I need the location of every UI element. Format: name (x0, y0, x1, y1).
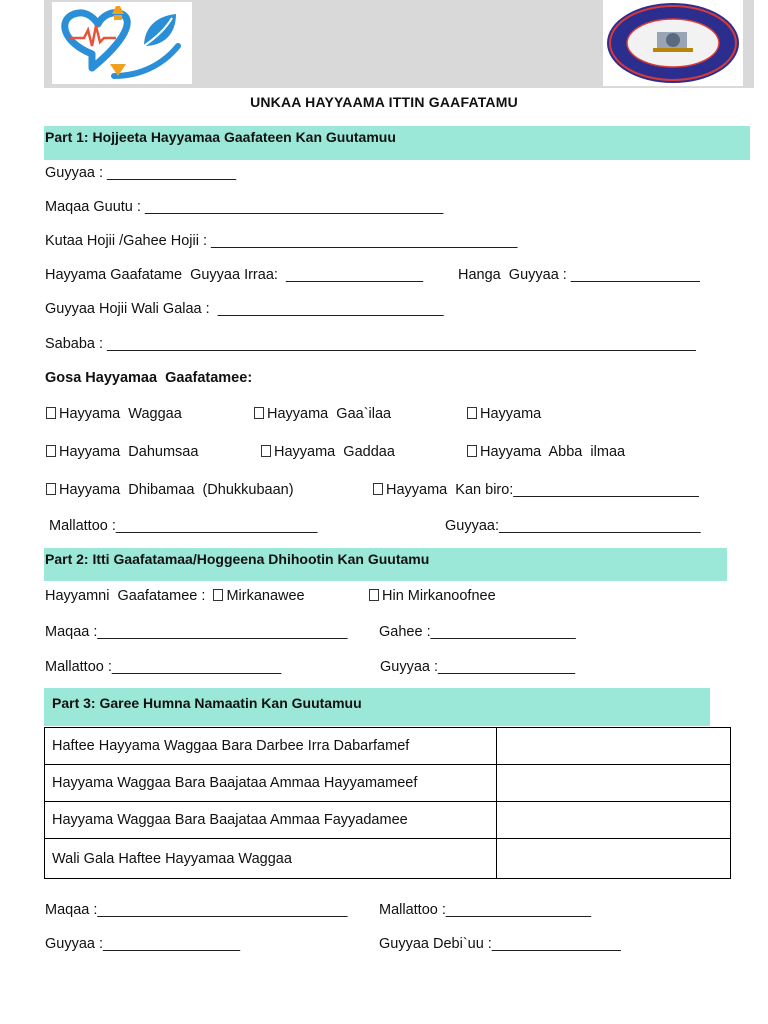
part3-heading: Part 3: Garee Humna Namaatin Kan Guutamuu (52, 695, 362, 711)
part2-date-field[interactable]: Guyyaa :_________________ (380, 659, 576, 675)
part2-heading-band (44, 548, 727, 581)
checkbox-icon[interactable] (46, 445, 56, 457)
part3-name-field[interactable]: Maqaa :_______________________________ (45, 902, 348, 918)
part1-heading-band (44, 126, 750, 160)
table-row-label: Hayyama Waggaa Bara Baajataa Ammaa Fayyadamee (45, 802, 497, 839)
part3-signature-field[interactable]: Mallattoo :__________________ (379, 902, 592, 918)
checkbox-icon[interactable] (46, 407, 56, 419)
part3-heading-band (44, 688, 710, 726)
checkbox-icon[interactable] (261, 445, 271, 457)
table-row-label: Haftee Hayyama Waggaa Bara Darbee Irra Dabarfamef (45, 728, 497, 765)
leave-type-other-plain[interactable]: Hayyama (467, 405, 541, 423)
table-value-cell[interactable] (497, 765, 731, 802)
leave-type-sick[interactable]: Hayyama Dhibamaa (Dhukkubaan) (46, 481, 294, 499)
organization-seal (603, 0, 743, 86)
reason-field[interactable]: Sababa : _________________________________________________________________________ (45, 336, 696, 352)
part2-signature-field[interactable]: Mallattoo :_____________________ (45, 659, 282, 675)
part2-name-field[interactable]: Maqaa :_______________________________ (45, 624, 348, 640)
part2-role-field[interactable]: Gahee :__________________ (379, 624, 576, 640)
leave-to-field[interactable]: Hanga Guyyaa : ________________ (458, 267, 700, 283)
leave-from-field[interactable]: Hayyama Gaafatame Guyyaa Irraa: _________________ (45, 267, 424, 283)
leave-type-other[interactable]: Hayyama Kan biro:_______________________ (373, 481, 699, 499)
date-field[interactable]: Guyyaa : ________________ (45, 165, 237, 181)
full-name-field[interactable]: Maqaa Guutu : _____________________________________ (45, 199, 444, 215)
table-value-cell[interactable] (497, 839, 731, 879)
not-approved-checkbox-icon[interactable] (369, 589, 379, 601)
checkbox-icon[interactable] (467, 407, 477, 419)
table-value-cell[interactable] (497, 728, 731, 765)
leave-type-bereavement[interactable]: Hayyama Gaddaa (261, 443, 395, 461)
checkbox-icon[interactable] (467, 445, 477, 457)
leave-types-heading: Gosa Hayyamaa Gaafatamee: (45, 370, 253, 386)
checkbox-icon[interactable] (254, 407, 264, 419)
return-to-work-date-field[interactable]: Guyyaa Debi`uu :________________ (379, 936, 621, 952)
table-row-label: Wali Gala Haftee Hayyamaa Waggaa (45, 839, 497, 879)
table-row (45, 802, 731, 839)
organization-logo (52, 2, 192, 84)
department-field[interactable]: Kutaa Hojii /Gahee Hojii : ______________________________________ (45, 233, 518, 249)
leave-type-maternity[interactable]: Hayyama Dahumsaa (46, 443, 198, 461)
not-approved-option[interactable]: Hin Mirkanoofnee (369, 587, 496, 605)
part1-heading: Part 1: Hojjeeta Hayyamaa Gaafateen Kan Guutamuu (45, 129, 396, 145)
document-title: UNKAA HAYYAAMA ITTIN GAAFATAMU (250, 94, 518, 110)
approval-label: Hayyamni Gaafatamee : Mirkanawee (45, 588, 305, 604)
seal-emblem-icon (603, 0, 743, 86)
approved-checkbox-icon[interactable] (213, 589, 223, 601)
part3-date-field[interactable]: Guyyaa :_________________ (45, 936, 241, 952)
table-value-cell[interactable] (497, 802, 731, 839)
return-date-field[interactable]: Guyyaa Hojii Wali Galaa : ____________________________ (45, 301, 444, 317)
part1-sign-date-field[interactable]: Guyyaa:_________________________ (445, 518, 701, 534)
part1-signature-field[interactable]: Mallattoo :_________________________ (49, 518, 318, 534)
approved-label: Mirkanawee (226, 588, 305, 604)
leave-balance-table (44, 727, 731, 879)
checkbox-icon[interactable] (373, 483, 383, 495)
leave-type-paternity[interactable]: Hayyama Abba ilmaa (467, 443, 625, 461)
part2-heading: Part 2: Itti Gaafatamaa/Hoggeena Dhihootin Kan Guutamu (45, 551, 430, 567)
table-row (45, 765, 731, 802)
heart-leaf-logo-icon (52, 2, 192, 84)
table-row-label: Hayyama Waggaa Bara Baajataa Ammaa Hayyamameef (45, 765, 497, 802)
table-row (45, 839, 731, 879)
leave-type-annual[interactable]: Hayyama Waggaa (46, 405, 182, 423)
checkbox-icon[interactable] (46, 483, 56, 495)
table-row (45, 728, 731, 765)
leave-type-marriage[interactable]: Hayyama Gaa`ilaa (254, 405, 391, 423)
